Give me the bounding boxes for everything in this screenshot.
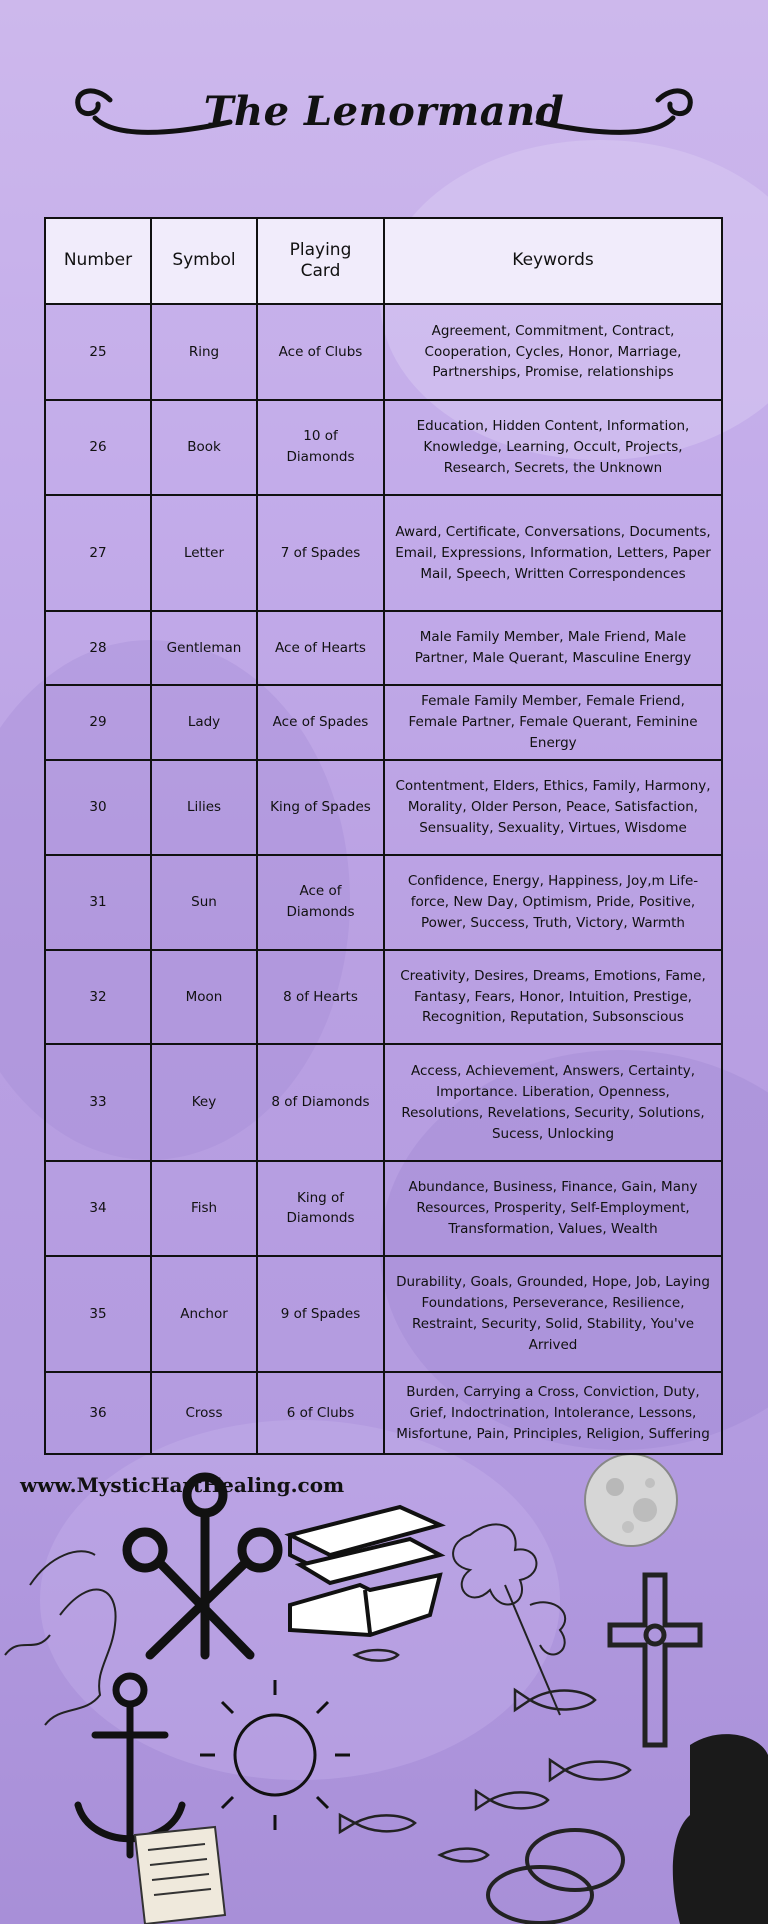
- cell-symbol: Anchor: [151, 1256, 257, 1373]
- table-row: [45, 1161, 722, 1256]
- cell-symbol: Book: [151, 400, 257, 495]
- table-row: [45, 950, 722, 1045]
- cross-icon: [610, 1575, 700, 1745]
- cell-keywords: Burden, Carrying a Cross, Conviction, Duty, Grief, Indoctrination, Intolerance, Lessons, Misfortune, Pain, Principles, Religion, Suffering: [384, 1372, 722, 1454]
- cell-playing-card: Ace of Diamonds: [257, 855, 384, 950]
- cell-number: 35: [45, 1256, 151, 1373]
- moon-icon: [585, 1455, 677, 1546]
- gentleman-icon: [673, 1734, 768, 1924]
- cell-symbol: Cross: [151, 1372, 257, 1454]
- illustration-collage: [0, 1455, 768, 1924]
- cell-playing-card: Ace of Hearts: [257, 611, 384, 684]
- cell-keywords: Creativity, Desires, Dreams, Emotions, Fame, Fantasy, Fears, Honor, Intuition, Prestige, Recognition, Reputation, Subsonscious: [384, 950, 722, 1045]
- cell-keywords: Agreement, Commitment, Contract, Cooperation, Cycles, Honor, Marriage, Partnerships, Promise, relationships: [384, 304, 722, 400]
- table-row: [45, 760, 722, 855]
- cell-keywords: Abundance, Business, Finance, Gain, Many Resources, Prosperity, Self-Employment, Transformation, Values, Wealth: [384, 1161, 722, 1256]
- cell-symbol: Letter: [151, 495, 257, 612]
- anchor-icon: [78, 1676, 182, 1855]
- cell-keywords: Male Family Member, Male Friend, Male Partner, Male Querant, Masculine Energy: [384, 611, 722, 684]
- cell-keywords: Female Family Member, Female Friend, Female Partner, Female Querant, Feminine Energy: [384, 685, 722, 760]
- cell-number: 25: [45, 304, 151, 400]
- cell-symbol: Lady: [151, 685, 257, 760]
- cell-symbol: Ring: [151, 304, 257, 400]
- cell-keywords: Access, Achievement, Answers, Certainty, Importance. Liberation, Openness, Resolutions, Revelations, Security, Solutions, Sucess, Unlocking: [384, 1044, 722, 1161]
- cell-number: 27: [45, 495, 151, 612]
- header-card-line2: Card: [300, 261, 341, 281]
- cell-playing-card: 9 of Spades: [257, 1256, 384, 1373]
- table-row: [45, 611, 722, 684]
- cell-playing-card: King of Diamonds: [257, 1161, 384, 1256]
- lenormand-table: [44, 217, 723, 1455]
- cell-symbol: Key: [151, 1044, 257, 1161]
- table-row: [45, 1044, 722, 1161]
- cell-playing-card: King of Spades: [257, 760, 384, 855]
- cell-symbol: Gentleman: [151, 611, 257, 684]
- cell-keywords: Durability, Goals, Grounded, Hope, Job, Laying Foundations, Perseverance, Resilience, Restraint, Security, Solid, Stability, You've Arrived: [384, 1256, 722, 1373]
- cell-playing-card: 8 of Diamonds: [257, 1044, 384, 1161]
- cell-playing-card: Ace of Clubs: [257, 304, 384, 400]
- cell-number: 29: [45, 685, 151, 760]
- cell-keywords: Confidence, Energy, Happiness, Joy,m Life-force, New Day, Optimism, Pride, Positive, Power, Success, Truth, Victory, Warmth: [384, 855, 722, 950]
- cell-number: 32: [45, 950, 151, 1045]
- cell-keywords: Education, Hidden Content, Information, Knowledge, Learning, Occult, Projects, Research, Secrets, the Unknown: [384, 400, 722, 495]
- table-row: [45, 685, 722, 760]
- cell-number: 26: [45, 400, 151, 495]
- cell-symbol: Moon: [151, 950, 257, 1045]
- cell-number: 30: [45, 760, 151, 855]
- ring-icon: [488, 1830, 623, 1923]
- lilies-icon: [453, 1524, 565, 1715]
- cell-keywords: Contentment, Elders, Ethics, Family, Harmony, Morality, Older Person, Peace, Satisfaction, Sensuality, Sexuality, Virtues, Wisdome: [384, 760, 722, 855]
- header-card-line1: Playing: [289, 239, 352, 260]
- letter-icon: [135, 1827, 225, 1924]
- cell-number: 28: [45, 611, 151, 684]
- table-row: [45, 304, 722, 400]
- page-title: The Lenormand: [203, 88, 565, 135]
- cell-number: 31: [45, 855, 151, 950]
- header-keywords: Keywords: [384, 218, 722, 304]
- books-icon: [290, 1507, 440, 1635]
- table-row: [45, 1256, 722, 1373]
- table-row: [45, 1372, 722, 1454]
- key-icon: [127, 1477, 278, 1655]
- table-header-row: [45, 218, 722, 304]
- website-url[interactable]: www.MysticHartHealing.com: [20, 1473, 345, 1497]
- table-row: [45, 855, 722, 950]
- cell-symbol: Lilies: [151, 760, 257, 855]
- table-row: [45, 495, 722, 612]
- title-banner: [0, 60, 768, 160]
- cell-symbol: Sun: [151, 855, 257, 950]
- header-playing-card: [257, 218, 384, 304]
- cell-keywords: Award, Certificate, Conversations, Documents, Email, Expressions, Information, Letters, Paper Mail, Speech, Written Correspondences: [384, 495, 722, 612]
- header-symbol: Symbol: [151, 218, 257, 304]
- cell-number: 36: [45, 1372, 151, 1454]
- cell-playing-card: 10 of Diamonds: [257, 400, 384, 495]
- sun-icon: [200, 1680, 350, 1830]
- cell-playing-card: 7 of Spades: [257, 495, 384, 612]
- cell-symbol: Fish: [151, 1161, 257, 1256]
- cell-playing-card: 6 of Clubs: [257, 1372, 384, 1454]
- table-row: [45, 400, 722, 495]
- cell-playing-card: 8 of Hearts: [257, 950, 384, 1045]
- cell-playing-card: Ace of Spades: [257, 685, 384, 760]
- header-number: Number: [45, 218, 151, 304]
- cell-number: 34: [45, 1161, 151, 1256]
- lady-icon: [5, 1551, 116, 1725]
- cell-number: 33: [45, 1044, 151, 1161]
